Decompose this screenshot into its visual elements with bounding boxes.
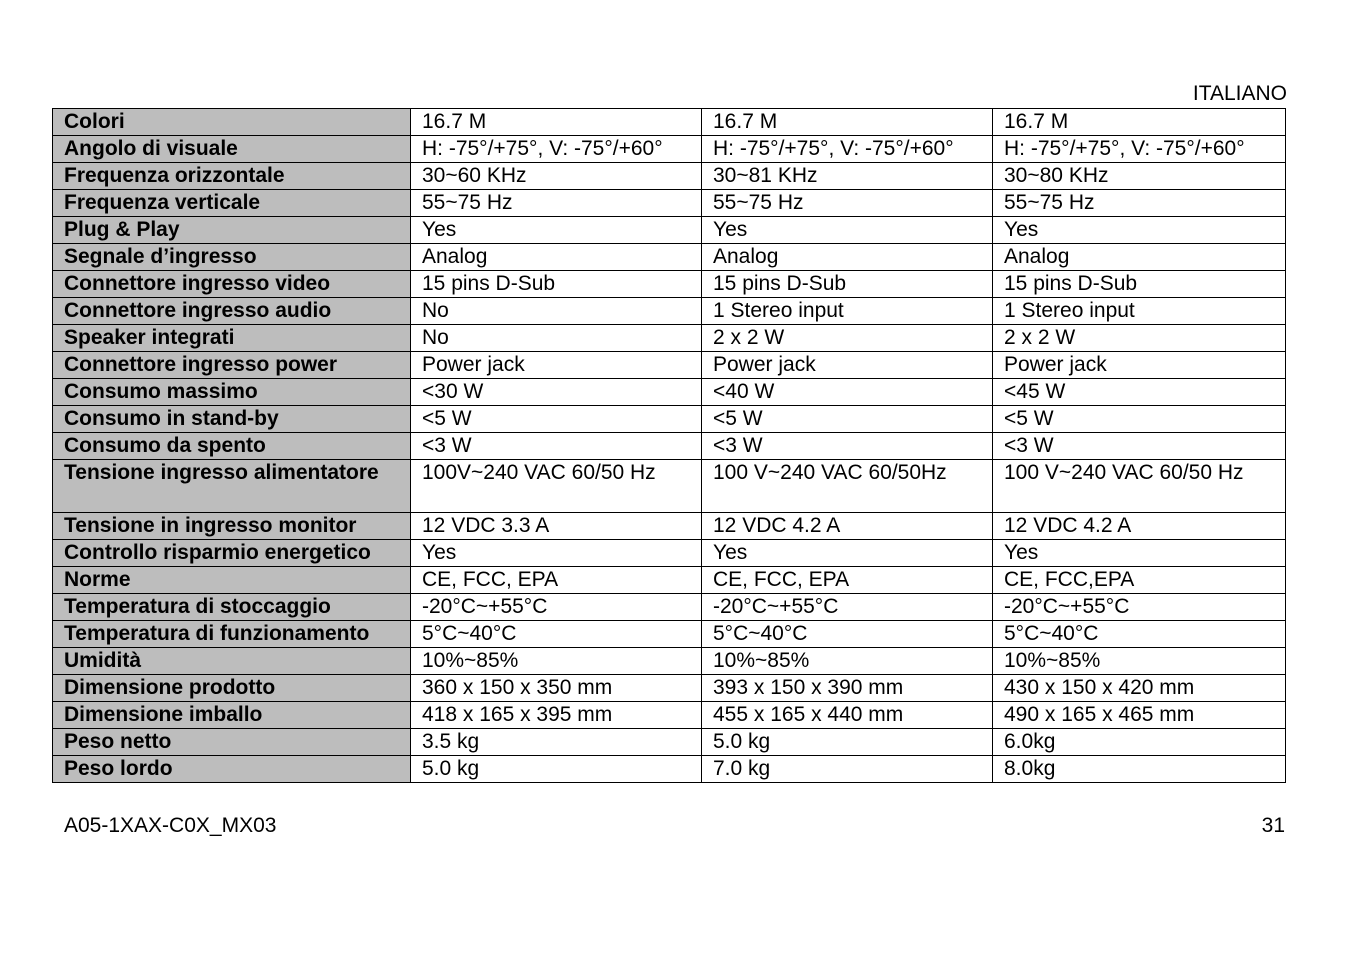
spec-value: -20°C~+55°C <box>702 594 993 621</box>
spec-value: 15 pins D-Sub <box>702 271 993 298</box>
spec-value: <5 W <box>993 406 1286 433</box>
spec-value: H: -75°/+75°, V: -75°/+60° <box>702 136 993 163</box>
table-row <box>53 675 1286 702</box>
table-row <box>53 271 1286 298</box>
table-row <box>53 648 1286 675</box>
row-label: Connettore ingresso video <box>53 271 411 298</box>
spec-value: 16.7 M <box>411 109 702 136</box>
document-code: A05-1XAX-C0X_MX03 <box>64 814 277 837</box>
table-row <box>53 244 1286 271</box>
spec-value: Analog <box>993 244 1286 271</box>
spec-value: Power jack <box>702 352 993 379</box>
table-row <box>53 325 1286 352</box>
spec-value: 100V~240 VAC 60/50 Hz <box>411 460 702 513</box>
row-label: Consumo in stand-by <box>53 406 411 433</box>
row-label: Tensione ingresso alimentatore <box>53 460 411 513</box>
spec-value: 30~81 KHz <box>702 163 993 190</box>
spec-value: Yes <box>702 217 993 244</box>
row-label: Peso lordo <box>53 756 411 783</box>
row-label: Colori <box>53 109 411 136</box>
table-row <box>53 702 1286 729</box>
table-row <box>53 594 1286 621</box>
table-row <box>53 406 1286 433</box>
spec-value: 6.0kg <box>993 729 1286 756</box>
table-row <box>53 163 1286 190</box>
spec-value: 55~75 Hz <box>993 190 1286 217</box>
row-label: Frequenza orizzontale <box>53 163 411 190</box>
spec-value: 418 x 165 x 395 mm <box>411 702 702 729</box>
spec-value: Power jack <box>993 352 1286 379</box>
spec-value: -20°C~+55°C <box>993 594 1286 621</box>
spec-value: CE, FCC, EPA <box>702 567 993 594</box>
table-row <box>53 433 1286 460</box>
spec-value: <45 W <box>993 379 1286 406</box>
spec-value: 3.5 kg <box>411 729 702 756</box>
spec-table-body <box>53 109 1286 783</box>
spec-value: -20°C~+55°C <box>411 594 702 621</box>
table-row <box>53 190 1286 217</box>
row-label: Angolo di visuale <box>53 136 411 163</box>
spec-value: 1 Stereo input <box>702 298 993 325</box>
spec-value: 30~80 KHz <box>993 163 1286 190</box>
spec-value: <40 W <box>702 379 993 406</box>
spec-value: 430 x 150 x 420 mm <box>993 675 1286 702</box>
spec-value: 2 x 2 W <box>702 325 993 352</box>
spec-value: No <box>411 325 702 352</box>
spec-value: 5°C~40°C <box>411 621 702 648</box>
spec-value: 10%~85% <box>411 648 702 675</box>
spec-value: 15 pins D-Sub <box>993 271 1286 298</box>
spec-value: 455 x 165 x 440 mm <box>702 702 993 729</box>
table-row <box>53 540 1286 567</box>
row-label: Consumo massimo <box>53 379 411 406</box>
row-label: Dimensione imballo <box>53 702 411 729</box>
row-label: Frequenza verticale <box>53 190 411 217</box>
row-label: Norme <box>53 567 411 594</box>
spec-value: Power jack <box>411 352 702 379</box>
spec-value: H: -75°/+75°, V: -75°/+60° <box>411 136 702 163</box>
row-label: Connettore ingresso power <box>53 352 411 379</box>
spec-value: Yes <box>993 217 1286 244</box>
spec-value: 12 VDC 3.3 A <box>411 513 702 540</box>
row-label: Speaker integrati <box>53 325 411 352</box>
spec-value: 15 pins D-Sub <box>411 271 702 298</box>
row-label: Temperatura di funzionamento <box>53 621 411 648</box>
row-label: Tensione in ingresso monitor <box>53 513 411 540</box>
spec-value: 55~75 Hz <box>702 190 993 217</box>
spec-value: CE, FCC,EPA <box>993 567 1286 594</box>
spec-value: 12 VDC 4.2 A <box>993 513 1286 540</box>
language-header: ITALIANO <box>1192 82 1287 105</box>
spec-value: Yes <box>411 217 702 244</box>
table-row <box>53 298 1286 325</box>
row-label: Peso netto <box>53 729 411 756</box>
table-row <box>53 136 1286 163</box>
spec-value: No <box>411 298 702 325</box>
spec-value: 100 V~240 VAC 60/50 Hz <box>993 460 1286 513</box>
spec-value: <3 W <box>993 433 1286 460</box>
row-label: Controllo risparmio energetico <box>53 540 411 567</box>
spec-value: 5°C~40°C <box>993 621 1286 648</box>
spec-value: 393 x 150 x 390 mm <box>702 675 993 702</box>
spec-value: 490 x 165 x 465 mm <box>993 702 1286 729</box>
page-number: 31 <box>1261 814 1285 837</box>
spec-value: 16.7 M <box>702 109 993 136</box>
row-label: Temperatura di stoccaggio <box>53 594 411 621</box>
spec-value: Analog <box>702 244 993 271</box>
spec-value: 5.0 kg <box>411 756 702 783</box>
table-row <box>53 379 1286 406</box>
row-label: Connettore ingresso audio <box>53 298 411 325</box>
spec-value: 1 Stereo input <box>993 298 1286 325</box>
spec-value: <5 W <box>411 406 702 433</box>
table-row <box>53 621 1286 648</box>
spec-value: H: -75°/+75°, V: -75°/+60° <box>993 136 1286 163</box>
spec-value: 8.0kg <box>993 756 1286 783</box>
spec-value: CE, FCC, EPA <box>411 567 702 594</box>
table-row <box>53 217 1286 244</box>
spec-value: <30 W <box>411 379 702 406</box>
row-label: Dimensione prodotto <box>53 675 411 702</box>
spec-value: Analog <box>411 244 702 271</box>
row-label: Umidità <box>53 648 411 675</box>
table-row <box>53 352 1286 379</box>
table-row <box>53 109 1286 136</box>
row-label: Consumo da spento <box>53 433 411 460</box>
spec-value: 10%~85% <box>993 648 1286 675</box>
table-row <box>53 567 1286 594</box>
spec-value: <5 W <box>702 406 993 433</box>
spec-value: Yes <box>993 540 1286 567</box>
table-row <box>53 729 1286 756</box>
row-label: Plug & Play <box>53 217 411 244</box>
spec-value: <3 W <box>411 433 702 460</box>
spec-value: 5.0 kg <box>702 729 993 756</box>
spec-value: 55~75 Hz <box>411 190 702 217</box>
spec-value: 2 x 2 W <box>993 325 1286 352</box>
spec-value: 30~60 KHz <box>411 163 702 190</box>
spec-value: Yes <box>411 540 702 567</box>
spec-value: 16.7 M <box>993 109 1286 136</box>
spec-value: 5°C~40°C <box>702 621 993 648</box>
spec-value: 10%~85% <box>702 648 993 675</box>
spec-table <box>52 108 1286 783</box>
spec-value: 7.0 kg <box>702 756 993 783</box>
spec-value: 360 x 150 x 350 mm <box>411 675 702 702</box>
table-row <box>53 756 1286 783</box>
spec-value: 12 VDC 4.2 A <box>702 513 993 540</box>
table-row <box>53 460 1286 513</box>
spec-value: <3 W <box>702 433 993 460</box>
row-label: Segnale d’ingresso <box>53 244 411 271</box>
table-row <box>53 513 1286 540</box>
spec-value: Yes <box>702 540 993 567</box>
spec-value: 100 V~240 VAC 60/50Hz <box>702 460 993 513</box>
